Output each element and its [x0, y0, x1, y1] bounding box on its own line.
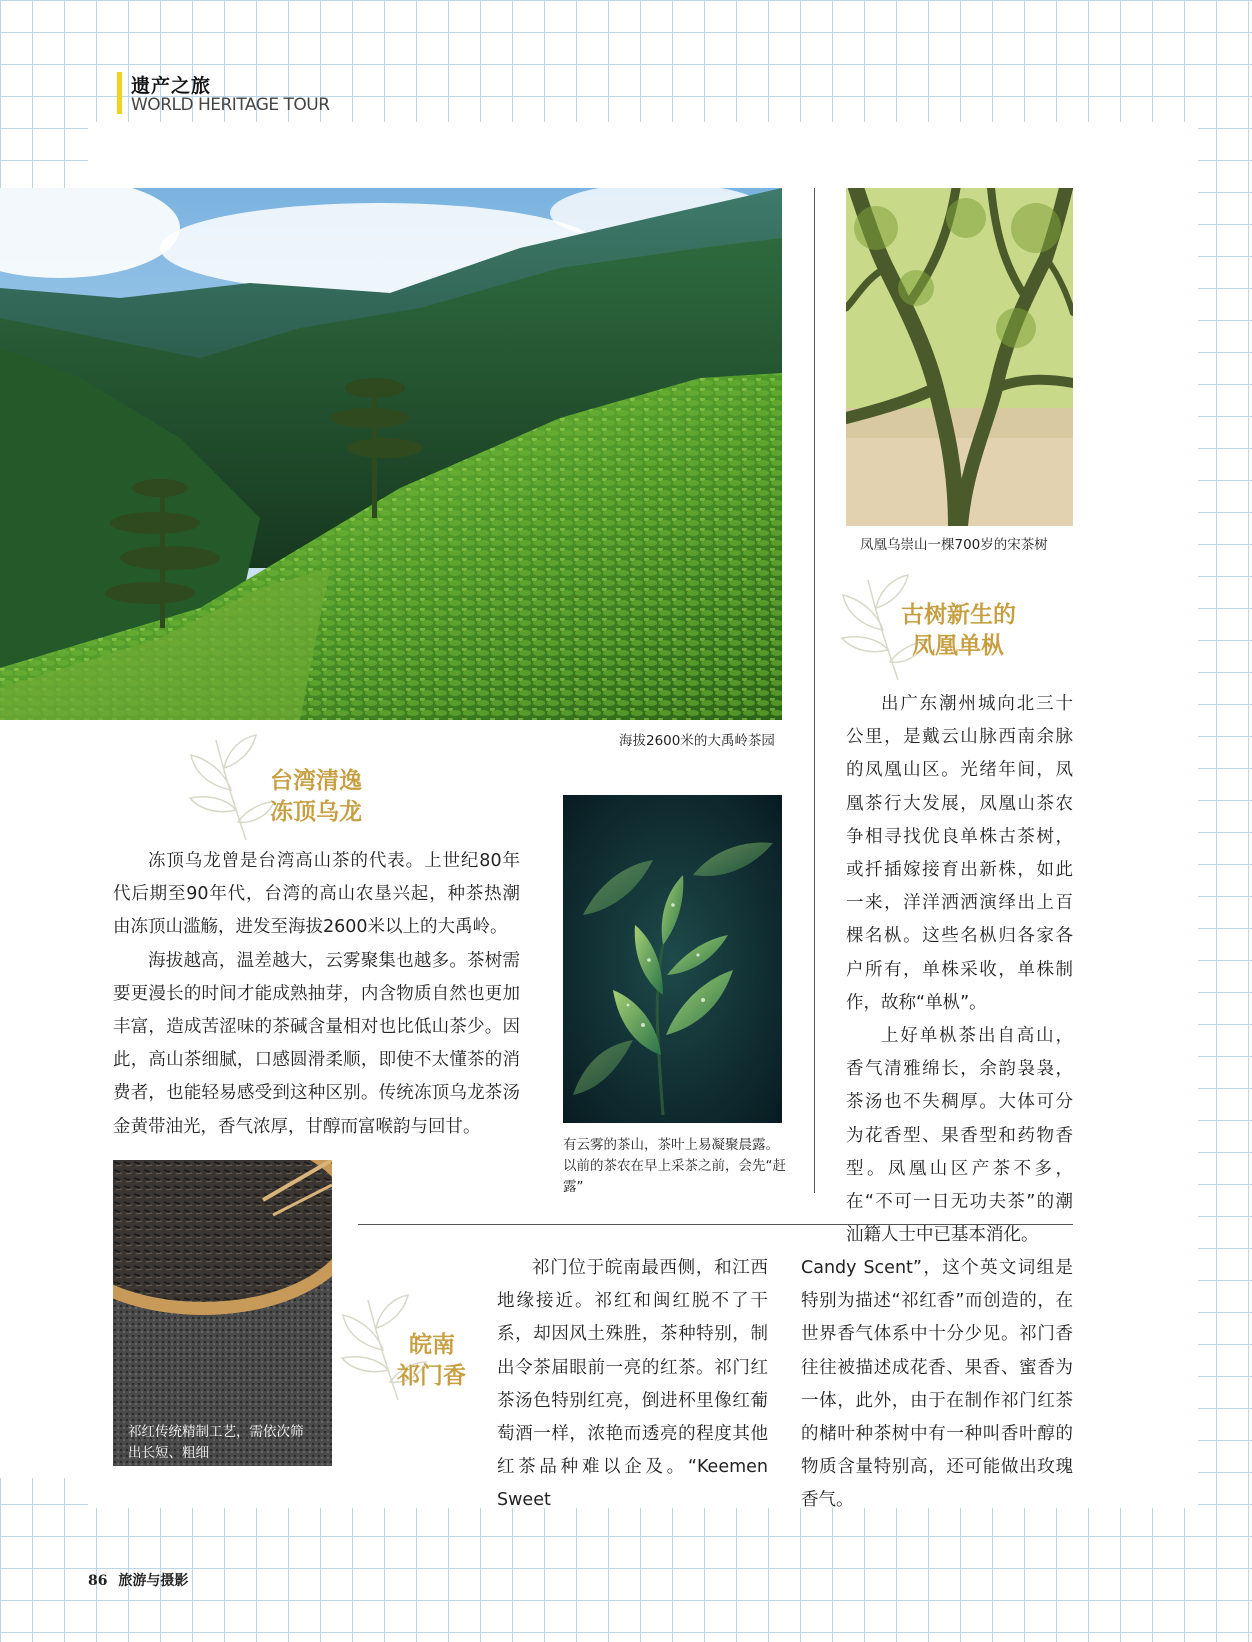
qimen-heading-line2: 祁门香	[397, 1363, 466, 1389]
qimen-body-col1	[497, 1252, 768, 1518]
tea-garden-caption: 海拔2600米的大禹岭茶园	[619, 733, 775, 749]
qimen-paragraph-2: Candy Scent”，这个英文词组是特别为描述“祁红香”而创造的，在世界香气体系中十分少见。祁门香往往被描述成花香、果香、蜜香为一体，此外，由于在制作祁门红茶的槠叶种茶树中有一种叫香叶醇的物质含量特别高，还可能做出玫瑰香气。	[801, 1258, 1073, 1511]
old-tea-tree-caption: 凤凰乌崇山一棵700岁的宋茶树	[860, 537, 1048, 553]
taiwan-paragraph-1: 冻顶乌龙曾是台湾高山茶的代表。上世纪80年代后期至90年代，台湾的高山农垦兴起，种茶热潮由冻顶山滥觞，进发至海拔2600米以上的大禹岭。	[113, 851, 520, 938]
header-accent-bar	[117, 72, 122, 114]
column-divider	[814, 188, 815, 1193]
qimen-heading-line1: 皖南	[409, 1332, 455, 1358]
taiwan-body	[113, 845, 520, 1144]
tea-sieve-photo	[113, 1160, 332, 1466]
fenghuang-heading-line2: 凤凰单枞	[912, 633, 1004, 659]
fenghuang-paragraph-1: 出广东潮州城向北三十公里，是戴云山脉西南余脉的凤凰山区。光绪年间，凤凰茶行大发展，凤凰山茶农争相寻找优良单株古茶树，或扦插嫁接育出新株，如此一来，洋洋洒洒演绎出上百棵名枞。这些名枞归各家各户所有，单株采收，单株制作，故称“单枞”。	[846, 694, 1073, 1013]
fenghuang-heading-line1: 古树新生的	[901, 602, 1016, 628]
tea-sieve-caption: 祁红传统精制工艺，需依次筛出长短、粗细	[128, 1424, 304, 1461]
fenghuang-heading	[901, 600, 1016, 662]
page-number: 86	[88, 1573, 108, 1589]
section-title: 遗产之旅	[131, 75, 212, 97]
qimen-body-col2	[801, 1252, 1073, 1518]
content-panel-top	[88, 122, 1198, 188]
tea-garden-photo	[0, 188, 782, 720]
taiwan-heading-line1: 台湾清逸	[270, 768, 362, 794]
dewy-leaves-caption: 有云雾的茶山，茶叶上易凝聚晨露。以前的茶农在早上采茶之前，会先“赶露”	[563, 1137, 786, 1195]
magazine-name: 旅游与摄影	[118, 1573, 189, 1589]
taiwan-paragraph-2: 海拔越高，温差越大，云雾聚集也越多。茶树需要更漫长的时间才能成熟抽芽，内含物质自然也更加丰富，造成苦涩味的茶碱含量相对也比低山茶少。因此，高山茶细腻，口感圆滑柔顺，即使不太懂茶的消费者，也能轻易感受到这种区别。传统冻顶乌龙茶汤金黄带油光，香气浓厚，甘醇而富喉韵与回甘。	[113, 950, 520, 1137]
leaf-sprig-icon	[186, 730, 276, 845]
qimen-paragraph-1: 祁门位于皖南最西侧，和江西地缘接近。祁红和闽红脱不了干系，却因风土殊胜，茶种特别，制出令茶届眼前一亮的红茶。祁门红茶汤色特别红亮，倒进杯里像红葡萄酒一样，浓艳而透亮的程度其他红茶品种难以企及。“Keemen Sweet	[497, 1258, 768, 1511]
section-subtitle: WORLD HERITAGE TOUR	[131, 95, 330, 115]
dewy-leaves-photo	[563, 795, 782, 1123]
old-tea-tree-photo	[846, 188, 1073, 526]
section-divider	[358, 1224, 1073, 1225]
fenghuang-paragraph-2: 上好单枞茶出自高山，香气清雅绵长，余韵袅袅，茶汤也不失稠厚。大体可分为花香型、果香型和药物香型。凤凰山区产茶不多，在“不可一日无功夫茶”的潮汕籍人士中已基本消化。	[846, 1026, 1073, 1246]
fenghuang-body	[846, 688, 1073, 1252]
taiwan-heading-line2: 冻顶乌龙	[270, 799, 362, 825]
page-footer	[88, 1570, 188, 1590]
qimen-heading	[397, 1330, 466, 1392]
taiwan-heading	[270, 766, 362, 828]
